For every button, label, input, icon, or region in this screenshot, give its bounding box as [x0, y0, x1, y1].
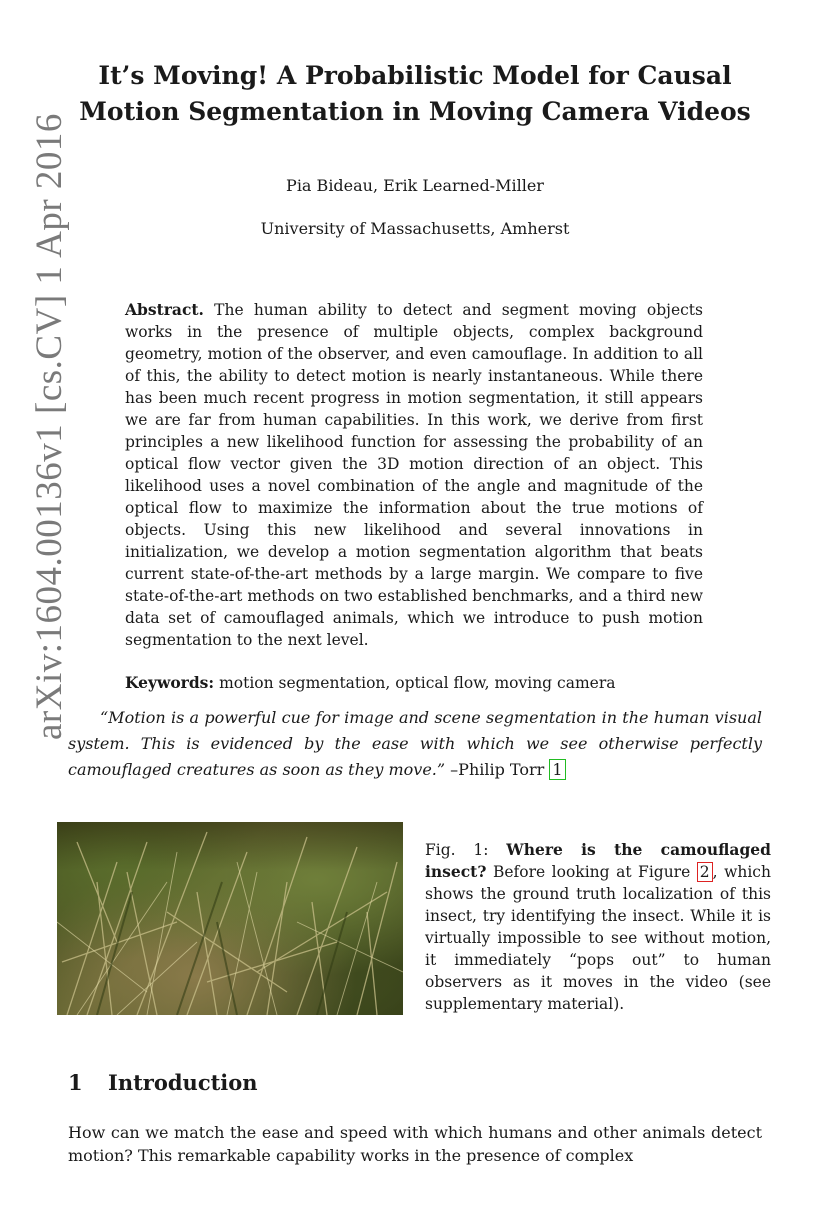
section-title: Introduction — [108, 1070, 258, 1095]
epigraph — [68, 705, 762, 783]
camouflaged-insect-photo — [57, 822, 403, 1015]
figure-caption-text-cont: , which shows the ground truth localization of this insect, try identifying the insect. While it is virtually impossible to see without motion, it immediately “pops out” to human observers as it moves in the video (see supplementary material). — [425, 863, 771, 1013]
section-number: 1 — [68, 1070, 83, 1095]
paper-title: It’s Moving! A Probabilistic Model for Causal Motion Segmentation in Moving Camera Videos — [79, 61, 751, 126]
arxiv-identifier: arXiv:1604.00136v1 [cs.CV] 1 Apr 2016 — [29, 113, 70, 740]
figure-caption — [425, 839, 771, 1015]
abstract-text: The human ability to detect and segment moving objects works in the presence of multiple objects, complex background geometry, motion of the observer, and even camouflage. In addition to all of this, the ability to detect motion is nearly instantaneous. While there has been much recent progress in motion segmentation, it still appears we are far from human capabilities. In this work, we derive from first principles a new likelihood function for assessing the probability of an optical flow vector given the 3D motion direction of an object. This likelihood uses a novel combination of the angle and magnitude of the optical flow to maximize the information about the true motions of objects. Using this new likelihood and several innovations in initialization, we develop a motion segmentation algorithm that beats current state-of-the-art methods by a large margin. We compare to five state-of-the-art methods on two established benchmarks, and a third new data set of camouflaged animals, which we introduce to push motion segmentation to the next level. — [125, 301, 703, 649]
abstract-label: Abstract. — [125, 300, 204, 319]
section-heading — [68, 1068, 668, 1098]
keywords-label: Keywords: — [125, 673, 215, 692]
grass-texture — [57, 822, 403, 1015]
authors: Pia Bideau, Erik Learned-Miller — [286, 176, 544, 195]
citation-link[interactable]: 1 — [549, 759, 565, 780]
figure-ref-link[interactable]: 2 — [697, 862, 713, 882]
epigraph-quote: “Motion is a powerful cue for image and scene segmentation in the human visual system. This is evidenced by the ease with which we see otherwise perfectly camouflaged creatures as soon as they move.” — [68, 708, 762, 779]
figure-caption-text: Before looking at Figure — [492, 863, 691, 881]
figure-caption-title: Where is the camouflaged insect? — [425, 840, 771, 881]
figure-label: Fig. 1: — [425, 841, 489, 859]
epigraph-attribution: –Philip Torr — [450, 760, 545, 779]
abstract — [125, 299, 703, 651]
keywords — [125, 672, 703, 694]
keywords-text: motion segmentation, optical flow, moving camera — [219, 674, 616, 692]
affiliation: University of Massachusetts, Amherst — [260, 219, 570, 238]
intro-paragraph: How can we match the ease and speed with which humans and other animals detect motion? This remarkable capability works in the presence of complex — [68, 1123, 762, 1165]
